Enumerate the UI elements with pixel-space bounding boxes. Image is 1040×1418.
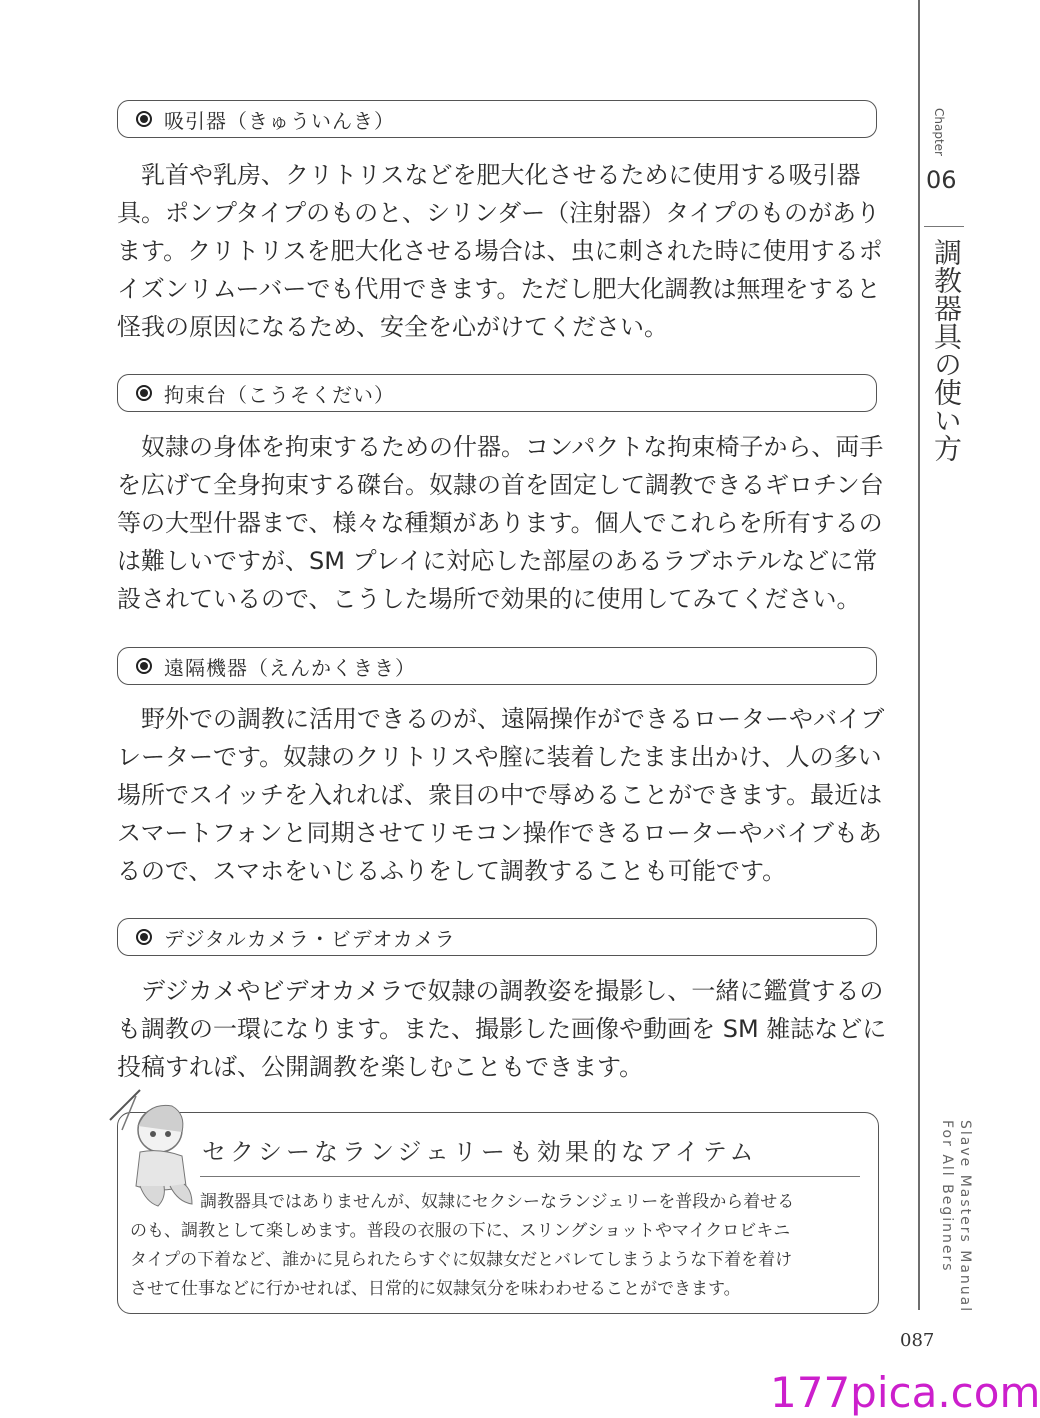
chapter-title: 調教器具の使い方 [930,238,963,462]
bullet-icon [136,111,152,127]
tip-line: のも、調教として楽しめます。普段の衣服の下に、スリングショットやマイクロビキニ [130,1221,791,1241]
bullet-icon [136,658,152,674]
section-heading-text: デジタルカメラ・ビデオカメラ [164,926,456,951]
bullet-icon [136,929,152,945]
watermark: 177pica.com [770,1368,1040,1417]
book-title-line1: Slave Masters Manual [957,1120,973,1314]
section-heading [117,918,877,956]
section-body: デジカメやビデオカメラで奴隷の調教姿を撮影し、一緒に鑑賞するのも調教の一環になります。また、撮影した画像や動画を SM 雑誌などに投稿すれば、公開調教を楽しむこともできます。 [117,977,887,1081]
section-heading-text: 吸引器（きゅういんき） [164,108,395,133]
section-heading [117,374,877,412]
page-number: 087 [900,1330,935,1351]
section-heading [117,647,877,685]
section-body: 乳首や乳房、クリトリスなどを肥大化させるために使用する吸引器具。ポンプタイプのものと、シリンダー（注射器）タイプのものがあります。クリトリスを肥大化させる場合は、虫に刺された時に使用するポイズンリムーバーでも代用できます。ただし肥大化調教は無理をすると怪我の原因になるため、安全を心がけてください。 [117,161,883,341]
sidebar-rule [918,0,920,1310]
bullet-icon [136,385,152,401]
section-heading-text: 遠隔機器（えんかくきき） [164,655,416,680]
section-heading-text: 拘束台（こうそくだい） [164,382,395,407]
section-heading [117,100,877,138]
book-title [930,1120,974,1320]
tip-line: させて仕事などに行かせれば、日常的に奴隷気分を味わわせることができます。 [130,1279,741,1299]
tip-title: セクシーなランジェリーも効果的なアイテム [202,1138,758,1166]
tip-divider [200,1176,860,1177]
section-body: 奴隷の身体を拘束するための什器。コンパクトな拘束椅子から、両手を広げて全身拘束する磔台。奴隷の首を固定して調教できるギロチン台等の大型什器まで、様々な種類があります。個人でこれらを所有するのは難しいですが、SM プレイに対応した部屋のあるラブホテルなどに常設されているので、こうした場所で効果的に使用してみてください。 [117,433,884,613]
chapter-divider [924,226,964,227]
section-body: 野外での調教に活用できるのが、遠隔操作ができるローターやバイブレーターです。奴隷のクリトリスや膣に装着したまま出かけ、人の多い場所でスイッチを入れれば、衆目の中で辱めることができます。最近はスマートフォンと同期させてリモコン操作できるローターやバイブもあるので、スマホをいじるふりをして調教することも可能です。 [117,705,885,885]
chapter-number: 06 [926,166,957,194]
chapter-label: Chapter [932,108,946,156]
tip-body [130,1188,870,1304]
tip-line: 調教器具ではありませんが、奴隷にセクシーなランジェリーを普段から着せる [200,1192,795,1212]
tip-line: タイプの下着など、誰かに見られたらすぐに奴隷女だとバレてしまうような下着を着け [130,1250,793,1270]
book-title-line2: For All Beginners [939,1120,955,1273]
